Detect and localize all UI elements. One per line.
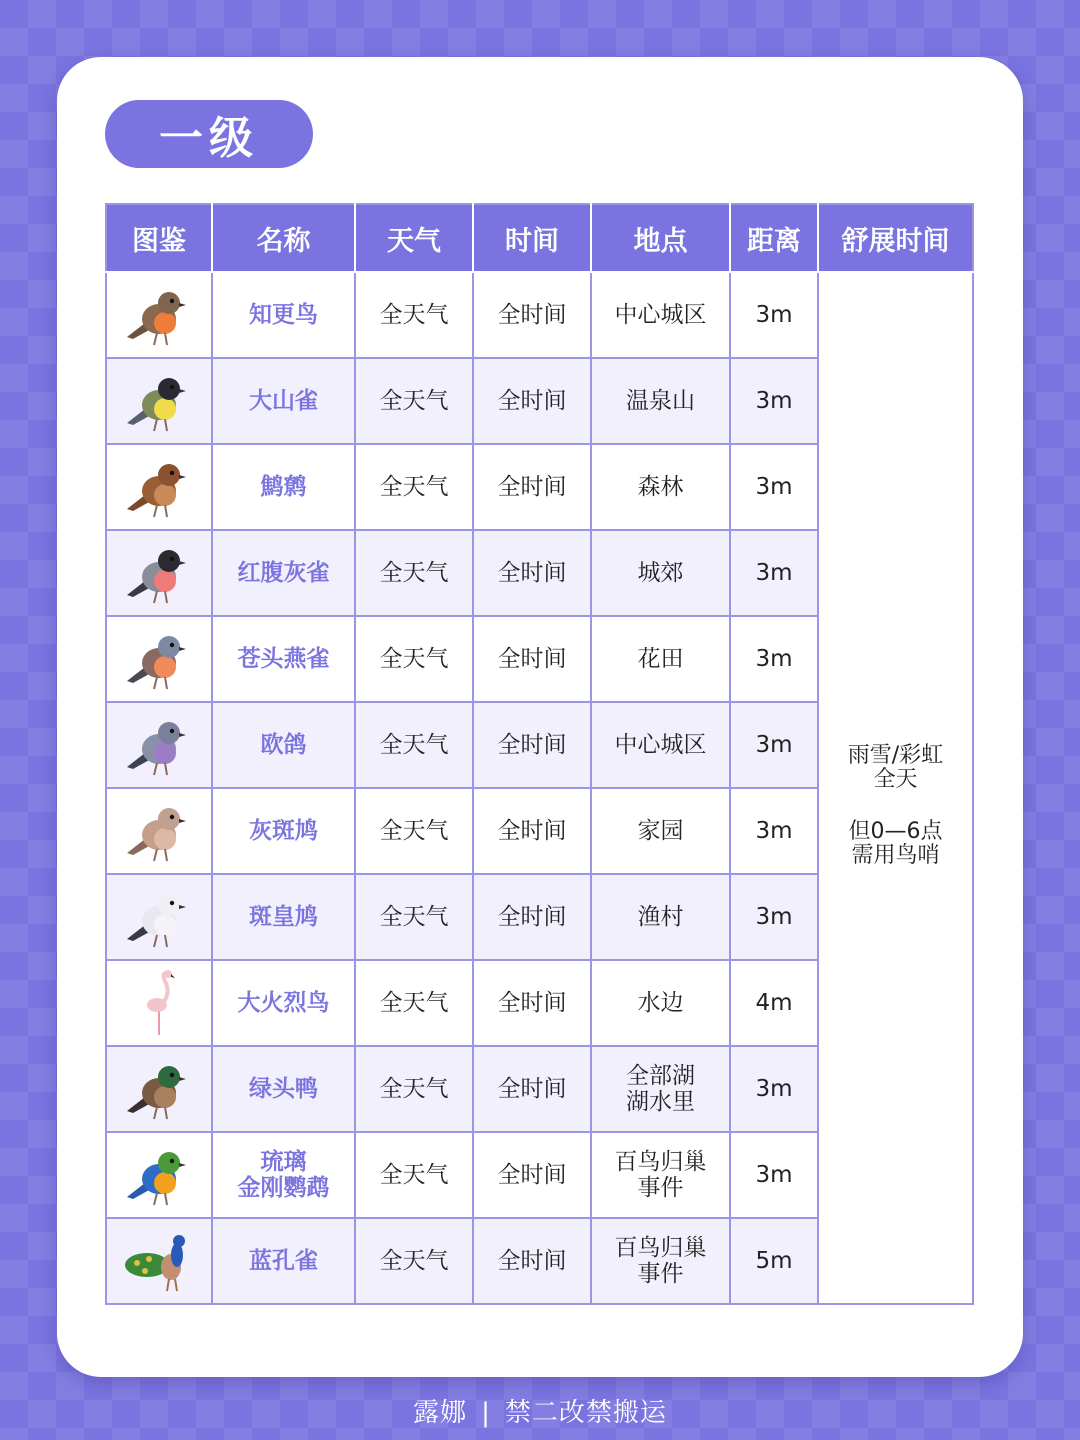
- bird-location: [591, 874, 730, 960]
- stretch-time-line: 但0—6点: [848, 819, 943, 844]
- bird-time: [473, 1046, 591, 1132]
- text-line: 3m: [755, 474, 793, 500]
- bird-location: [591, 616, 730, 702]
- bird-time: [473, 874, 591, 960]
- bird-illustration: [106, 874, 212, 960]
- text-line: 全部湖: [626, 1063, 695, 1089]
- bird-distance: [730, 788, 818, 874]
- bird-time: [473, 1132, 591, 1218]
- text-line: 大火烈鸟: [237, 990, 330, 1016]
- bird-name: [212, 1132, 355, 1218]
- level-title: 一级: [105, 100, 313, 168]
- text-line: 中心城区: [614, 302, 707, 328]
- bird-time: [473, 358, 591, 444]
- text-line: 全天气: [379, 818, 449, 844]
- bird-location: [591, 788, 730, 874]
- bird-distance: [730, 272, 818, 358]
- text-line: 百鸟归巢: [614, 1235, 707, 1261]
- text-line: 3m: [755, 646, 793, 672]
- header-weather: 天气: [355, 204, 473, 272]
- text-line: 全天气: [379, 732, 449, 758]
- table-row: [106, 272, 973, 358]
- text-line: 全天气: [379, 1076, 449, 1102]
- mallard-icon: [123, 1053, 195, 1125]
- stretch-time-line: 需用鸟哨: [851, 843, 940, 868]
- bird-name: [212, 702, 355, 788]
- bird-illustration: [106, 358, 212, 444]
- text-line: 3m: [755, 388, 793, 414]
- text-line: 全天气: [379, 646, 449, 672]
- text-line: 全时间: [497, 1248, 567, 1274]
- text-line: 全时间: [497, 302, 567, 328]
- text-line: 全天气: [379, 560, 449, 586]
- text-line: 3m: [755, 732, 793, 758]
- text-line: 3m: [755, 302, 793, 328]
- bird-weather: [355, 960, 473, 1046]
- text-line: 全天气: [379, 302, 449, 328]
- text-line: 全时间: [497, 474, 567, 500]
- bird-name: [212, 530, 355, 616]
- bird-distance: [730, 1218, 818, 1304]
- footer-notice: 禁二改禁搬运: [504, 1398, 667, 1428]
- bird-location: [591, 358, 730, 444]
- bird-time: [473, 272, 591, 358]
- bird-illustration: [106, 960, 212, 1046]
- text-line: 欧鸽: [260, 732, 307, 758]
- text-line: 知更鸟: [249, 302, 318, 328]
- stretch-time-cell: [818, 272, 973, 1304]
- table-body: [106, 272, 973, 1304]
- stretch-time-line: 全天: [873, 767, 918, 792]
- bird-distance: [730, 1132, 818, 1218]
- text-line: 琉璃: [260, 1149, 307, 1175]
- text-line: 全时间: [497, 1162, 567, 1188]
- bird-weather: [355, 1132, 473, 1218]
- header-illustration: 图鉴: [106, 204, 212, 272]
- text-line: 全天气: [379, 990, 449, 1016]
- bird-location: [591, 530, 730, 616]
- bird-illustration: [106, 702, 212, 788]
- text-line: 红腹灰雀: [237, 560, 330, 586]
- bird-name: [212, 272, 355, 358]
- bird-time: [473, 1218, 591, 1304]
- bird-location: [591, 444, 730, 530]
- text-line: 事件: [637, 1261, 684, 1287]
- macaw-icon: [123, 1139, 195, 1211]
- bird-weather: [355, 358, 473, 444]
- bird-time: [473, 530, 591, 616]
- bird-weather: [355, 530, 473, 616]
- bird-weather: [355, 272, 473, 358]
- text-line: 全天气: [379, 1248, 449, 1274]
- text-line: 百鸟归巢: [614, 1149, 707, 1175]
- wren-icon: [123, 451, 195, 523]
- header-distance: 距离: [730, 204, 818, 272]
- text-line: 全天气: [379, 474, 449, 500]
- bird-illustration: [106, 788, 212, 874]
- bird-distance: [730, 1046, 818, 1132]
- flamingo-icon: [123, 967, 195, 1039]
- footer-author: 露娜: [413, 1398, 468, 1428]
- text-line: 全时间: [497, 1076, 567, 1102]
- text-line: 温泉山: [626, 388, 695, 414]
- stock-dove-icon: [123, 709, 195, 781]
- bird-location: [591, 702, 730, 788]
- bullfinch-icon: [123, 537, 195, 609]
- bird-table: [105, 203, 974, 1305]
- robin-icon: [123, 279, 195, 351]
- bird-illustration: [106, 444, 212, 530]
- bird-distance: [730, 702, 818, 788]
- bird-time: [473, 788, 591, 874]
- header-time: 时间: [473, 204, 591, 272]
- content-card: [57, 57, 1023, 1377]
- bird-name: [212, 874, 355, 960]
- chaffinch-icon: [123, 623, 195, 695]
- bird-illustration: [106, 530, 212, 616]
- text-line: 全时间: [497, 818, 567, 844]
- bird-weather: [355, 1218, 473, 1304]
- text-line: 森林: [637, 474, 684, 500]
- text-line: 全时间: [497, 646, 567, 672]
- header-stretch-time: 舒展时间: [818, 204, 973, 272]
- collared-dove-icon: [123, 795, 195, 867]
- bird-name: [212, 960, 355, 1046]
- bird-name: [212, 358, 355, 444]
- bird-name: [212, 1218, 355, 1304]
- stretch-time-line: 雨雪/彩虹: [847, 743, 944, 768]
- header-location: 地点: [591, 204, 730, 272]
- bird-illustration: [106, 1132, 212, 1218]
- bird-weather: [355, 702, 473, 788]
- text-line: 绿头鸭: [249, 1076, 318, 1102]
- bird-distance: [730, 874, 818, 960]
- bird-location: [591, 1132, 730, 1218]
- footer-separator: |: [481, 1398, 491, 1428]
- peacock-icon: [123, 1225, 195, 1297]
- footer: [0, 1392, 1080, 1429]
- text-line: 斑皇鸠: [249, 904, 318, 930]
- bird-illustration: [106, 616, 212, 702]
- bird-name: [212, 788, 355, 874]
- text-line: 5m: [755, 1248, 793, 1274]
- bird-name: [212, 616, 355, 702]
- imperial-pigeon-icon: [123, 881, 195, 953]
- bird-location: [591, 272, 730, 358]
- bird-distance: [730, 358, 818, 444]
- bird-location: [591, 960, 730, 1046]
- text-line: 3m: [755, 904, 793, 930]
- text-line: 家园: [637, 818, 684, 844]
- text-line: 灰斑鸠: [249, 818, 318, 844]
- bird-time: [473, 616, 591, 702]
- table-header-row: [106, 204, 973, 272]
- text-line: 水边: [637, 990, 684, 1016]
- text-line: 3m: [755, 560, 793, 586]
- text-line: 全时间: [497, 388, 567, 414]
- bird-distance: [730, 530, 818, 616]
- text-line: 3m: [755, 1076, 793, 1102]
- bird-illustration: [106, 272, 212, 358]
- text-line: 苍头燕雀: [237, 646, 330, 672]
- bird-name: [212, 1046, 355, 1132]
- text-line: 湖水里: [626, 1089, 695, 1115]
- bird-illustration: [106, 1046, 212, 1132]
- bird-weather: [355, 616, 473, 702]
- bird-time: [473, 960, 591, 1046]
- text-line: 全时间: [497, 904, 567, 930]
- great-tit-icon: [123, 365, 195, 437]
- text-line: 蓝孔雀: [249, 1248, 318, 1274]
- bird-weather: [355, 1046, 473, 1132]
- text-line: 大山雀: [249, 388, 318, 414]
- text-line: 全天气: [379, 1162, 449, 1188]
- bird-time: [473, 444, 591, 530]
- text-line: 中心城区: [614, 732, 707, 758]
- text-line: 全时间: [497, 560, 567, 586]
- bird-illustration: [106, 1218, 212, 1304]
- text-line: 全天气: [379, 388, 449, 414]
- bird-distance: [730, 616, 818, 702]
- text-line: 城郊: [637, 560, 684, 586]
- bird-location: [591, 1218, 730, 1304]
- text-line: 金刚鹦鹉: [237, 1175, 330, 1201]
- bird-weather: [355, 444, 473, 530]
- text-line: 3m: [755, 818, 793, 844]
- text-line: 全天气: [379, 904, 449, 930]
- text-line: 全时间: [497, 990, 567, 1016]
- bird-distance: [730, 960, 818, 1046]
- text-line: 3m: [755, 1162, 793, 1188]
- bird-time: [473, 702, 591, 788]
- bird-distance: [730, 444, 818, 530]
- text-line: 4m: [755, 990, 793, 1016]
- text-line: 渔村: [637, 904, 684, 930]
- bird-name: [212, 444, 355, 530]
- text-line: 全时间: [497, 732, 567, 758]
- text-line: 事件: [637, 1175, 684, 1201]
- bird-weather: [355, 788, 473, 874]
- text-line: 花田: [637, 646, 684, 672]
- bird-location: [591, 1046, 730, 1132]
- header-name: 名称: [212, 204, 355, 272]
- bird-weather: [355, 874, 473, 960]
- text-line: 鹪鹩: [260, 474, 307, 500]
